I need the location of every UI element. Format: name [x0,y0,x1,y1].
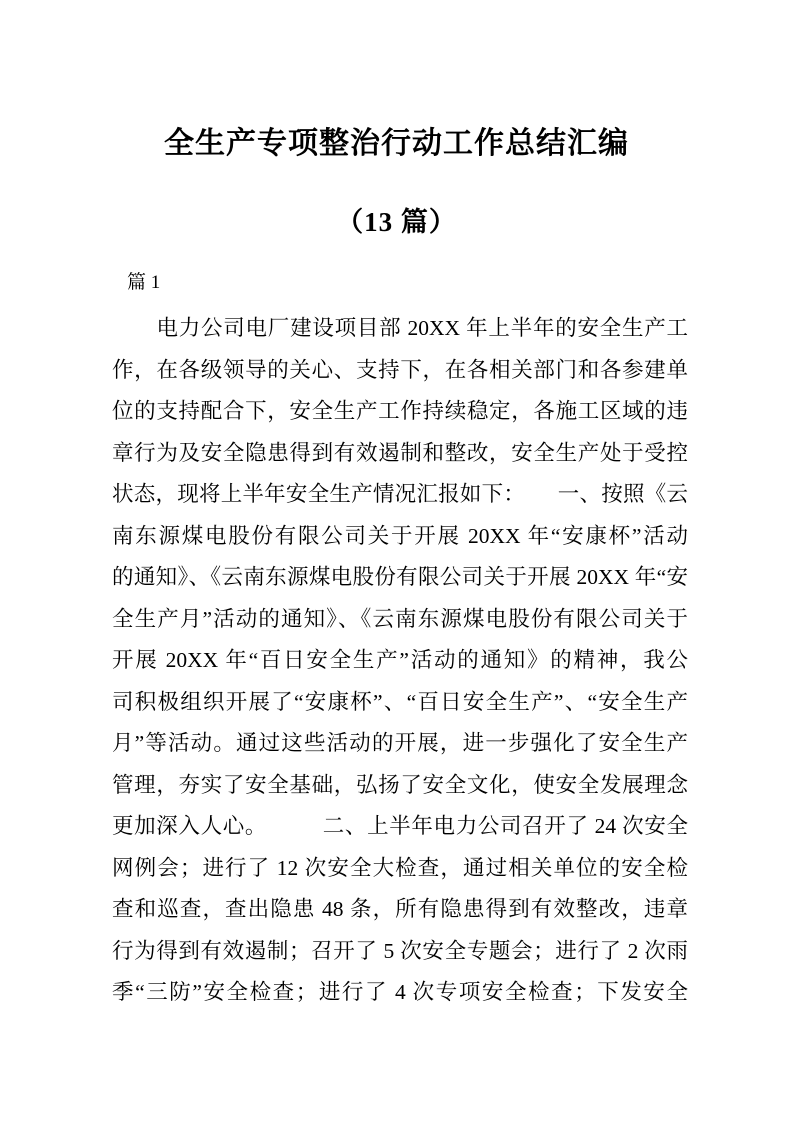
piece-label: 篇 1 [127,272,161,293]
paragraph-line: 行为得到有效遏制；召开了 5 次安全专题会；进行了 2 次雨 [112,938,688,963]
paragraph-line: 的通知》、《云南东源煤电股份有限公司关于开展 20XX 年“安 [112,565,688,589]
paragraph-line: 位的支持配合下，安全生产工作持续稳定，各施工区域的违 [112,399,688,423]
paragraph-line: 南东源煤电股份有限公司关于开展 20XX 年“安康杯”活动 [112,523,688,548]
paragraph-line: 作，在各级领导的关心、支持下，在各相关部门和各参建单 [112,357,688,382]
paragraph-line: 管理，夯实了安全基础，弘扬了安全文化，使安全发展理念 [112,772,688,797]
paragraph-line: 状态，现将上半年安全生产情况汇报如下： 一、按照《云 [112,482,688,506]
paragraph-line: 开展 20XX 年“百日安全生产”活动的通知》的精神，我公 [112,648,688,672]
paragraph-line: 月”等活动。通过这些活动的开展，进一步强化了安全生产 [112,731,688,755]
paragraph-line: 章行为及安全隐患得到有效遏制和整改，安全生产处于受控 [112,440,688,465]
paragraph-line: 电力公司电厂建设项目部 20XX 年上半年的安全生产工 [112,316,688,340]
paragraph-line: 更加深入人心。 二、上半年电力公司召开了 24 次安全 [112,814,688,838]
paragraph-line: 司积极组织开展了“安康杯”、“百日安全生产”、“安全生产 [112,689,688,714]
paragraph-line: 查和巡查，查出隐患 48 条，所有隐患得到有效整改，违章 [112,897,688,921]
paragraph-line: 全生产月”活动的通知》、《云南东源煤电股份有限公司关于 [112,606,688,631]
document-title: 全生产专项整治行动工作总结汇编 [164,127,629,160]
document-subtitle: （13 篇） [336,207,457,237]
body-paragraph [112,308,688,1014]
paragraph-line: 季“三防”安全检查；进行了 4 次专项安全检查；下发安全 [112,980,688,1004]
paragraph-line: 网例会；进行了 12 次安全大检查，通过相关单位的安全检 [112,855,688,880]
